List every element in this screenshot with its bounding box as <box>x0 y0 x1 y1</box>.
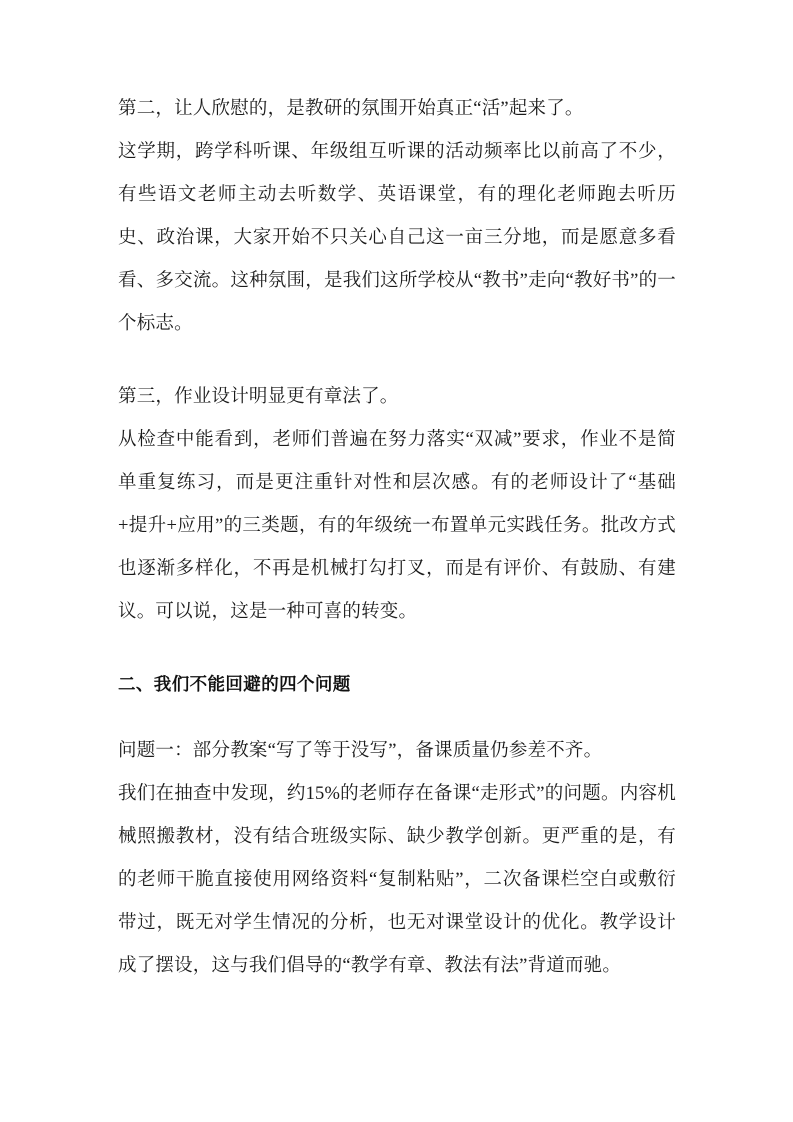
section-heading-two: 二、我们不能回避的四个问题 <box>118 674 351 694</box>
paragraph-third-lead: 第三，作业设计明显更有章法了。 <box>118 387 399 407</box>
paragraph-spacer-3 <box>118 704 676 730</box>
paragraph-second-lead: 第二，让人欣慰的，是教研的氛围开始真正“活”起来了。 <box>118 99 584 119</box>
paragraph-third-body: 从检查中能看到，老师们普遍在努力落实“双减”要求，作业不是简单重复练习，而是更注重针对性和层次感。有的老师设计了“基础+提升+应用”的三类题，有的年级统一布置单元实践任务。批改方式也逐渐多样化，不再是机械打勾打叉，而是有评价、有鼓励、有建议。可以说，这是一种可喜的转变。 <box>118 430 676 622</box>
document-body <box>118 88 676 988</box>
paragraph-spacer-2 <box>118 634 676 664</box>
paragraph-second-body: 这学期，跨学科听课、年级组互听课的活动频率比以前高了不少，有些语文老师主动去听数学、英语课堂，有的理化老师跑去听历史、政治课，大家开始不只关心自己这一亩三分地，而是愿意多看看、多交流。这种氛围，是我们这所学校从“教书”走向“教好书”的一个标志。 <box>118 142 676 334</box>
paragraph-issue-one-body: 我们在抽查中发现，约15%的老师存在备课“走形式”的问题。内容机械照搬教材，没有结合班级实际、缺少教学创新。更严重的是，有的老师干脆直接使用网络资料“复制粘贴”，二次备课栏空白或敷衍带过，既无对学生情况的分析，也无对课堂设计的优化。教学设计成了摆设，这与我们倡导的“教学有章、教法有法”背道而驰。 <box>118 784 676 976</box>
paragraph-spacer-1 <box>118 346 676 376</box>
paragraph-issue-one-lead: 问题一：部分教案“写了等于没写”，备课质量仍参差不齐。 <box>118 741 603 761</box>
